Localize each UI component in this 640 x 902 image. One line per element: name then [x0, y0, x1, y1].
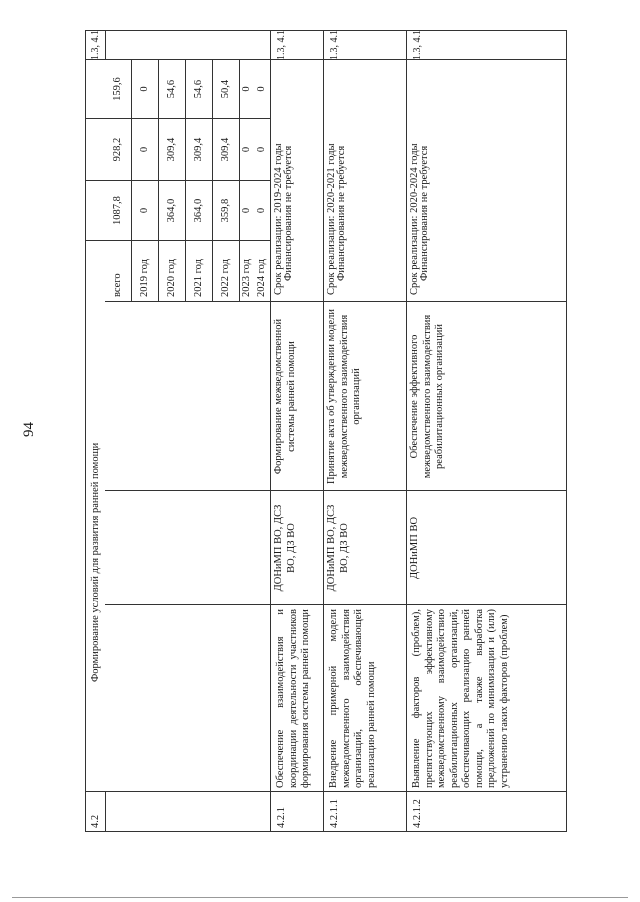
finance-cell: 1087,8	[112, 196, 123, 225]
row-term: Срок реализации: 2020-2021 годы	[326, 143, 337, 295]
row-result: Формирование межведомственной системы ранней помощи	[273, 318, 297, 475]
row-code: 4.2.1.2	[412, 799, 423, 828]
row-executors: ДОНиМП ВО, ДСЗ ВО, ДЗ ВО	[273, 504, 297, 592]
table-rule	[105, 792, 106, 832]
year-2024: 2024 год	[256, 259, 267, 297]
year-total: всего	[112, 273, 123, 297]
finance-cell: 309,4	[166, 137, 177, 162]
row-code: 4.2.1.1	[329, 799, 340, 828]
year-2021: 2021 год	[193, 259, 204, 297]
row-activity: Обеспечение взаимодействия и координации деятельности участников формирования системы ранней помощи	[275, 609, 311, 788]
table-rule	[566, 30, 567, 832]
finance-cell: 0	[241, 86, 252, 92]
finance-cell: 0	[241, 146, 252, 153]
row-ref: 1.3, 4.1	[329, 30, 340, 60]
section-title: Формирование условий для развития ранней помощи	[90, 442, 101, 682]
row-term: Срок реализации: 2020-2024 годы	[409, 143, 420, 295]
page-bottom-rule	[12, 897, 628, 898]
finance-cell: 0	[139, 146, 150, 153]
finance-cell: 364,0	[166, 198, 177, 223]
finance-cell: 54,6	[166, 79, 177, 99]
finance-cell: 54,6	[193, 79, 204, 99]
rotated-table	[85, 30, 567, 832]
row-ref: 1.3, 4.1	[412, 30, 423, 60]
row-funding: Финансирования не требуется	[419, 145, 430, 281]
row-term: Срок реализации: 2019-2024 годы	[273, 143, 284, 295]
finance-cell: 50,4	[220, 79, 231, 99]
year-2019: 2019 год	[139, 259, 150, 297]
finance-cell: 159,6	[112, 77, 123, 101]
table-rule	[105, 30, 106, 60]
year-2022: 2022 год	[220, 259, 231, 297]
finance-cell: 359,8	[220, 198, 231, 223]
section-code: 4.2	[90, 814, 101, 828]
finance-cell: 928,2	[112, 137, 123, 162]
finance-cell: 0	[256, 86, 267, 92]
row-executors: ДОНиМП ВО	[409, 516, 420, 580]
section-ref: 1.3, 4.1	[90, 30, 101, 60]
year-2020: 2020 год	[166, 259, 177, 297]
finance-cell: 0	[256, 207, 267, 214]
finance-cell: 0	[256, 146, 267, 153]
row-funding: Финансирования не требуется	[283, 145, 294, 281]
row-activity: Внедрение примерной модели межведомственного взаимодействия организаций, обеспечивающей реализацию ранней помощи	[328, 609, 377, 788]
row-code: 4.2.1	[276, 807, 287, 828]
row-ref: 1.3, 4.1	[276, 30, 287, 60]
finance-cell: 364,0	[193, 198, 204, 223]
finance-cell: 0	[139, 207, 150, 214]
finance-cell: 309,4	[193, 137, 204, 162]
finance-cell: 0	[241, 207, 252, 214]
finance-cell: 309,4	[220, 137, 231, 162]
row-executors: ДОНиМП ВО, ДСЗ ВО, ДЗ ВО	[326, 504, 350, 592]
row-result: Принятие акта об утверждении модели межведомственного взаимодействия организаций	[326, 308, 362, 485]
page-number: 94	[21, 422, 37, 437]
row-result: Обеспечение эффективного межведомственного взаимодействия реабилитационных организаций	[409, 314, 445, 479]
row-activity: Выявление факторов (проблем), препятствующих эффективному межведомственному взаимодействию реабилитационных организаций, обеспечивающих реализацию ранней помощи, а также выработка предложений по минимизации и (или) устранению таких факторов (проблем)	[411, 609, 510, 788]
row-funding: Финансирования не требуется	[336, 145, 347, 281]
finance-cell: 0	[139, 86, 150, 92]
year-2023: 2023 год	[241, 259, 252, 297]
